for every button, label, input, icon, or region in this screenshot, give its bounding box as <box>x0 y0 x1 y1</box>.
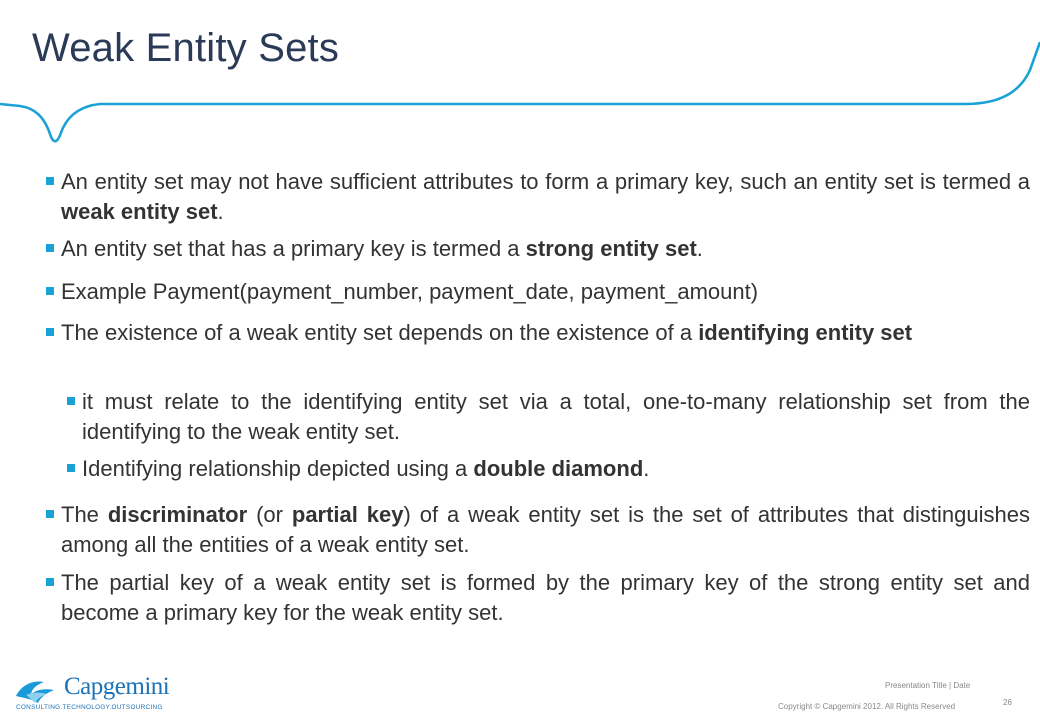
bullet-text: The <box>61 502 108 527</box>
bullet-text: ) of a weak entity set is the set of attributes that distinguishes among all the entities of a weak entity set. <box>61 502 1030 557</box>
bullet-text: Identifying relationship depicted using a <box>82 456 474 481</box>
logo-tagline: CONSULTING.TECHNOLOGY.OUTSOURCING <box>16 704 163 711</box>
bold-term: weak entity set <box>61 199 218 224</box>
bullet-marker-icon <box>46 578 54 586</box>
bullet-text: . <box>696 236 703 261</box>
bullet-text: The partial key of a weak entity set is formed by the primary key of the strong entity set and become a primary key for the weak entity set. <box>61 570 1030 625</box>
bullet-text: The existence of a weak entity set depends on the existence of a <box>61 320 699 345</box>
bullet-marker-icon <box>46 328 54 336</box>
sub-bullet-item <box>82 454 1030 484</box>
bullet-item <box>61 318 1030 348</box>
bullet-item <box>61 568 1030 628</box>
sub-bullet-marker-icon <box>67 397 75 405</box>
bold-term: identifying entity set <box>698 320 913 345</box>
bullet-item <box>61 234 1030 264</box>
bullet-marker-icon <box>46 177 54 185</box>
bold-term: strong entity set <box>525 236 697 261</box>
logo-wordmark: Capgemini <box>64 673 170 700</box>
bold-term: partial key <box>291 502 404 527</box>
slide-title: Weak Entity Sets <box>32 26 340 70</box>
sub-bullet-item <box>82 387 1030 447</box>
bullet-text: (or <box>247 502 292 527</box>
page-number: 26 <box>1003 698 1012 707</box>
bullet-marker-icon <box>46 244 54 252</box>
bullet-item <box>61 500 1030 560</box>
sub-bullet-marker-icon <box>67 464 75 472</box>
bullet-text: it must relate to the identifying entity set via a total, one-to-many relationship set from the identifying to the weak entity set. <box>82 389 1030 444</box>
bullet-item <box>61 277 1030 307</box>
capgemini-logo <box>14 672 184 716</box>
spade-logo-icon <box>14 676 60 706</box>
presentation-title-date: Presentation Title | Date <box>885 681 971 690</box>
bullet-text: An entity set that has a primary key is termed a <box>61 236 526 261</box>
bullet-text: An entity set may not have sufficient attributes to form a primary key, such an entity set is termed a <box>61 169 1030 194</box>
bullet-text: . <box>643 456 650 481</box>
bullet-item <box>61 167 1030 227</box>
bullet-text: . <box>217 199 224 224</box>
bold-term: discriminator <box>107 502 248 527</box>
bullet-text: Example Payment(payment_number, payment_date, payment_amount) <box>61 279 759 304</box>
bullet-marker-icon <box>46 287 54 295</box>
bullet-marker-icon <box>46 510 54 518</box>
bold-term: double diamond <box>473 456 644 481</box>
copyright-text: Copyright © Capgemini 2012. All Rights Reserved <box>778 702 956 711</box>
